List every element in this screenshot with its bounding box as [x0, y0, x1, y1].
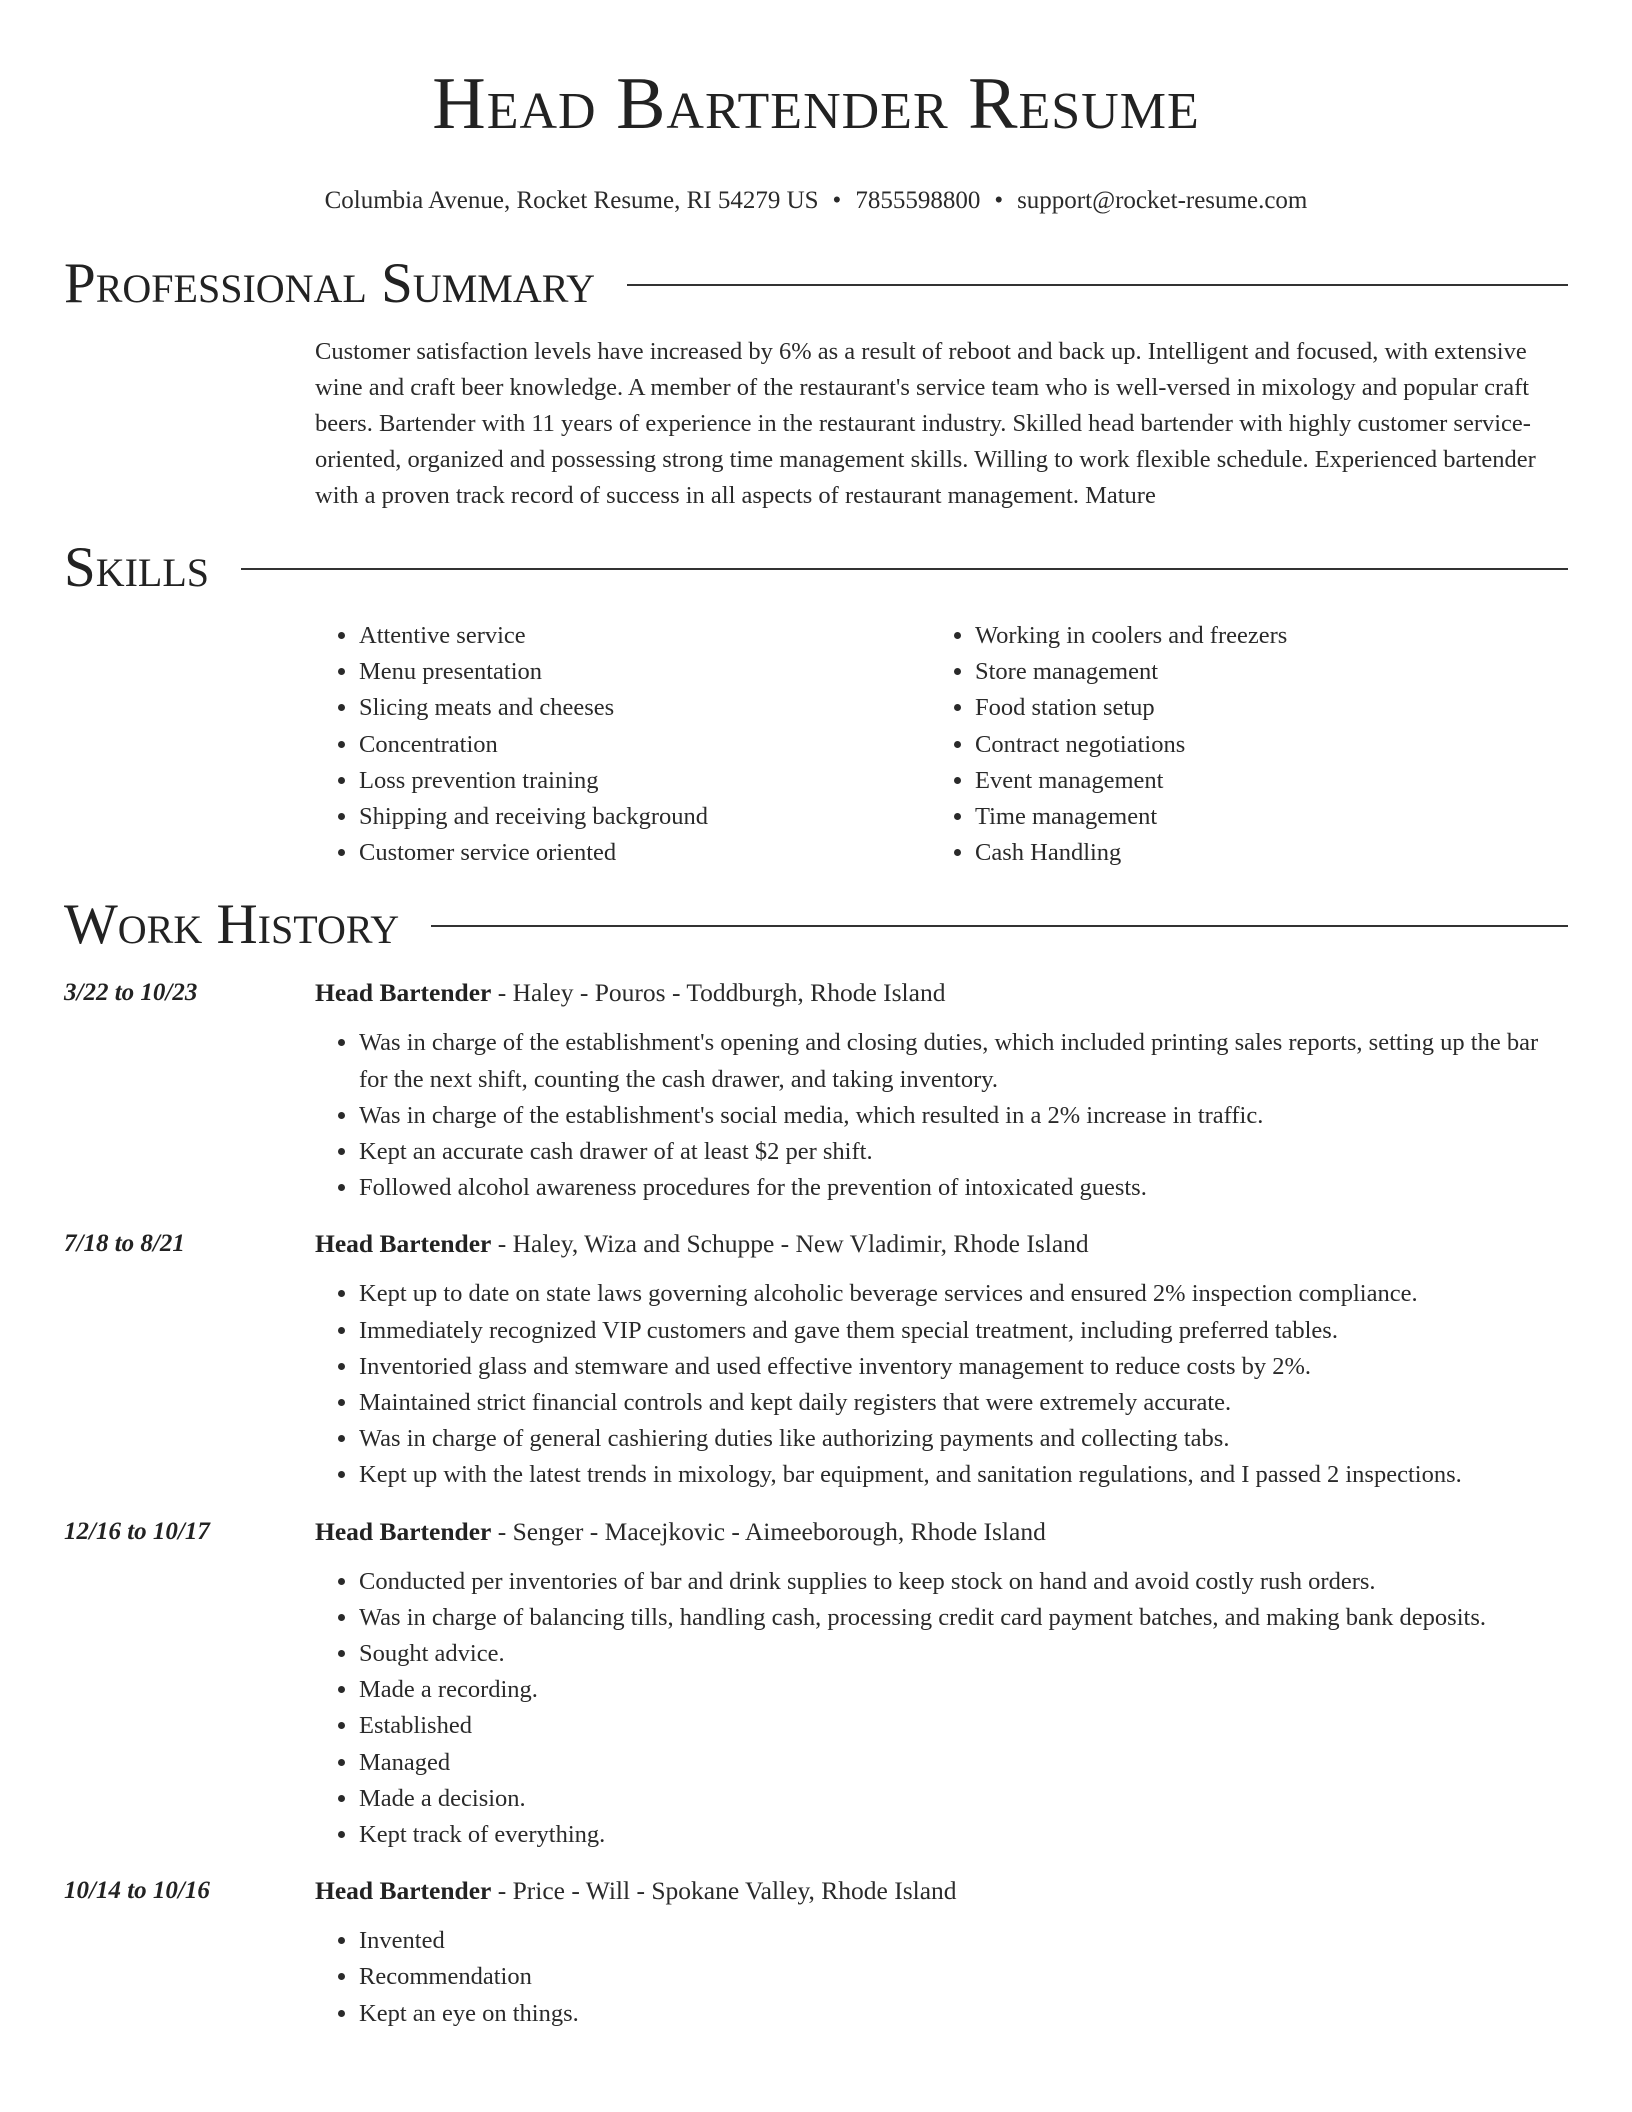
job-title-line — [315, 975, 1568, 1011]
job-dates: 10/14 to 10/16 — [64, 1877, 210, 1905]
job-bullet: • Maintained strict financial controls and kept daily registers that were extremely accurate. — [359, 1385, 1568, 1421]
job-role: Head Bartender — [315, 1516, 492, 1546]
job-dates: 7/18 to 8/21 — [64, 1230, 185, 1258]
job-employer-location: - Haley, Wiza and Schuppe - New Vladimir, Rhode Island — [491, 1229, 1089, 1259]
job-employer-location: - Senger - Macejkovic - Aimeeborough, Rhode Island — [491, 1516, 1046, 1546]
skill-item: • Attentive service — [359, 618, 931, 654]
job-title-line — [315, 1514, 1568, 1550]
job-bullet: • Was in charge of the establishment's social media, which resulted in a 2% increase in traffic. — [359, 1098, 1568, 1134]
skill-item: • Menu presentation — [359, 654, 931, 690]
job-body — [315, 1226, 1568, 1493]
job-bullets — [315, 1564, 1568, 1854]
job-entry — [64, 1226, 1568, 1493]
job-title-line — [315, 1873, 1568, 1909]
job-role: Head Bartender — [315, 1876, 492, 1906]
job-bullet: • Invented — [359, 1923, 1568, 1959]
job-bullet: • Sought advice. — [359, 1636, 1568, 1672]
skill-item: • Food station setup — [975, 690, 1547, 726]
work-heading — [64, 893, 1568, 957]
skill-item: • Store management — [975, 654, 1547, 690]
job-bullet: • Was in charge of general cashiering duties like authorizing payments and collecting tabs. — [359, 1421, 1568, 1457]
job-bullets — [315, 1923, 1568, 2032]
job-bullet: • Followed alcohol awareness procedures for the prevention of intoxicated guests. — [359, 1170, 1568, 1206]
job-dates: 12/16 to 10/17 — [64, 1517, 210, 1545]
resume-page — [64, 0, 1568, 2032]
section-divider — [627, 284, 1568, 286]
resume-name: Head Bartender Resume — [432, 63, 1200, 145]
job-entry — [64, 1514, 1568, 1854]
job-employer-location: - Haley - Pouros - Toddburgh, Rhode Island — [491, 978, 946, 1008]
skill-item: • Contract negotiations — [975, 727, 1547, 763]
skill-item: • Cash Handling — [975, 835, 1547, 871]
skill-item: • Time management — [975, 799, 1547, 835]
skills-title: Skills — [64, 536, 210, 599]
job-bullet: • Conducted per inventories of bar and drink supplies to keep stock on hand and avoid costly rush orders. — [359, 1564, 1568, 1600]
job-bullets — [315, 1025, 1568, 1206]
skill-item: • Loss prevention training — [359, 763, 931, 799]
job-entry — [64, 975, 1568, 1206]
summary-heading — [64, 252, 1568, 316]
job-bullet: • Was in charge of the establishment's opening and closing duties, which included printing sales reports, setting up the bar for the next shift, counting the cash drawer, and taking inventory. — [359, 1025, 1568, 1097]
job-bullet: • Kept an eye on things. — [359, 1996, 1568, 2032]
skill-item: • Slicing meats and cheeses — [359, 690, 931, 726]
section-divider — [241, 568, 1568, 570]
skill-item: • Event management — [975, 763, 1547, 799]
skills-column-right — [931, 618, 1547, 871]
job-title-line — [315, 1226, 1568, 1262]
contact-phone: 7855598800 — [855, 187, 981, 214]
job-body — [315, 1514, 1568, 1854]
job-body — [315, 1873, 1568, 2032]
job-entry — [64, 1873, 1568, 2032]
contact-email: support@rocket-resume.com — [1017, 187, 1308, 214]
skill-item: • Concentration — [359, 727, 931, 763]
summary-text: Customer satisfaction levels have increased by 6% as a result of reboot and back up. Intelligent and focused, with extensive wine and craft beer knowledge. A member of the restaurant's service team who is well-versed in mixology and popular craft beers. Bartender with 11 years of experience in the restaurant industry. Skilled head bartender with highly customer service-oriented, organized and possessing strong time management skills. Willing to work flexible schedule. Experienced bartender with a proven track record of success in all aspects of restaurant management. Mature — [315, 338, 1536, 509]
job-dates: 3/22 to 10/23 — [64, 979, 198, 1007]
contact-separator: • — [994, 187, 1004, 214]
skills-heading — [64, 536, 1568, 600]
job-role: Head Bartender — [315, 1229, 492, 1259]
skills-list — [315, 618, 1568, 871]
job-bullet: • Inventoried glass and stemware and used effective inventory management to reduce costs by 2%. — [359, 1349, 1568, 1385]
job-bullet: • Was in charge of balancing tills, handling cash, processing credit card payment batches, and making bank deposits. — [359, 1600, 1568, 1636]
work-history-list — [64, 975, 1568, 2031]
job-bullet: • Established — [359, 1708, 1568, 1744]
skills-column-left — [315, 618, 931, 871]
contact-address: Columbia Avenue, Rocket Resume, RI 54279 US — [324, 187, 819, 214]
skill-item: • Working in coolers and freezers — [975, 618, 1547, 654]
job-bullet: • Kept track of everything. — [359, 1817, 1568, 1853]
job-role: Head Bartender — [315, 978, 492, 1008]
skill-item: • Shipping and receiving background — [359, 799, 931, 835]
job-bullet: • Kept an accurate cash drawer of at least $2 per shift. — [359, 1134, 1568, 1170]
skill-item: • Customer service oriented — [359, 835, 931, 871]
contact-line — [64, 186, 1568, 216]
job-bullet: • Kept up with the latest trends in mixology, bar equipment, and sanitation regulations, and I passed 2 inspections. — [359, 1457, 1568, 1493]
job-bullets — [315, 1276, 1568, 1493]
work-title: Work History — [64, 893, 400, 957]
job-body — [315, 975, 1568, 1206]
job-bullet: • Made a recording. — [359, 1672, 1568, 1708]
job-employer-location: - Price - Will - Spokane Valley, Rhode Island — [491, 1876, 957, 1906]
job-bullet: • Managed — [359, 1745, 1568, 1781]
contact-separator: • — [832, 187, 842, 214]
job-bullet: • Recommendation — [359, 1959, 1568, 1995]
section-divider — [431, 925, 1568, 927]
summary-title: Professional Summary — [64, 252, 596, 315]
job-bullet: • Immediately recognized VIP customers and gave them special treatment, including preferred tables. — [359, 1313, 1568, 1349]
job-bullet: • Made a decision. — [359, 1781, 1568, 1817]
job-bullet: • Kept up to date on state laws governing alcoholic beverage services and ensured 2% inspection compliance. — [359, 1276, 1568, 1312]
